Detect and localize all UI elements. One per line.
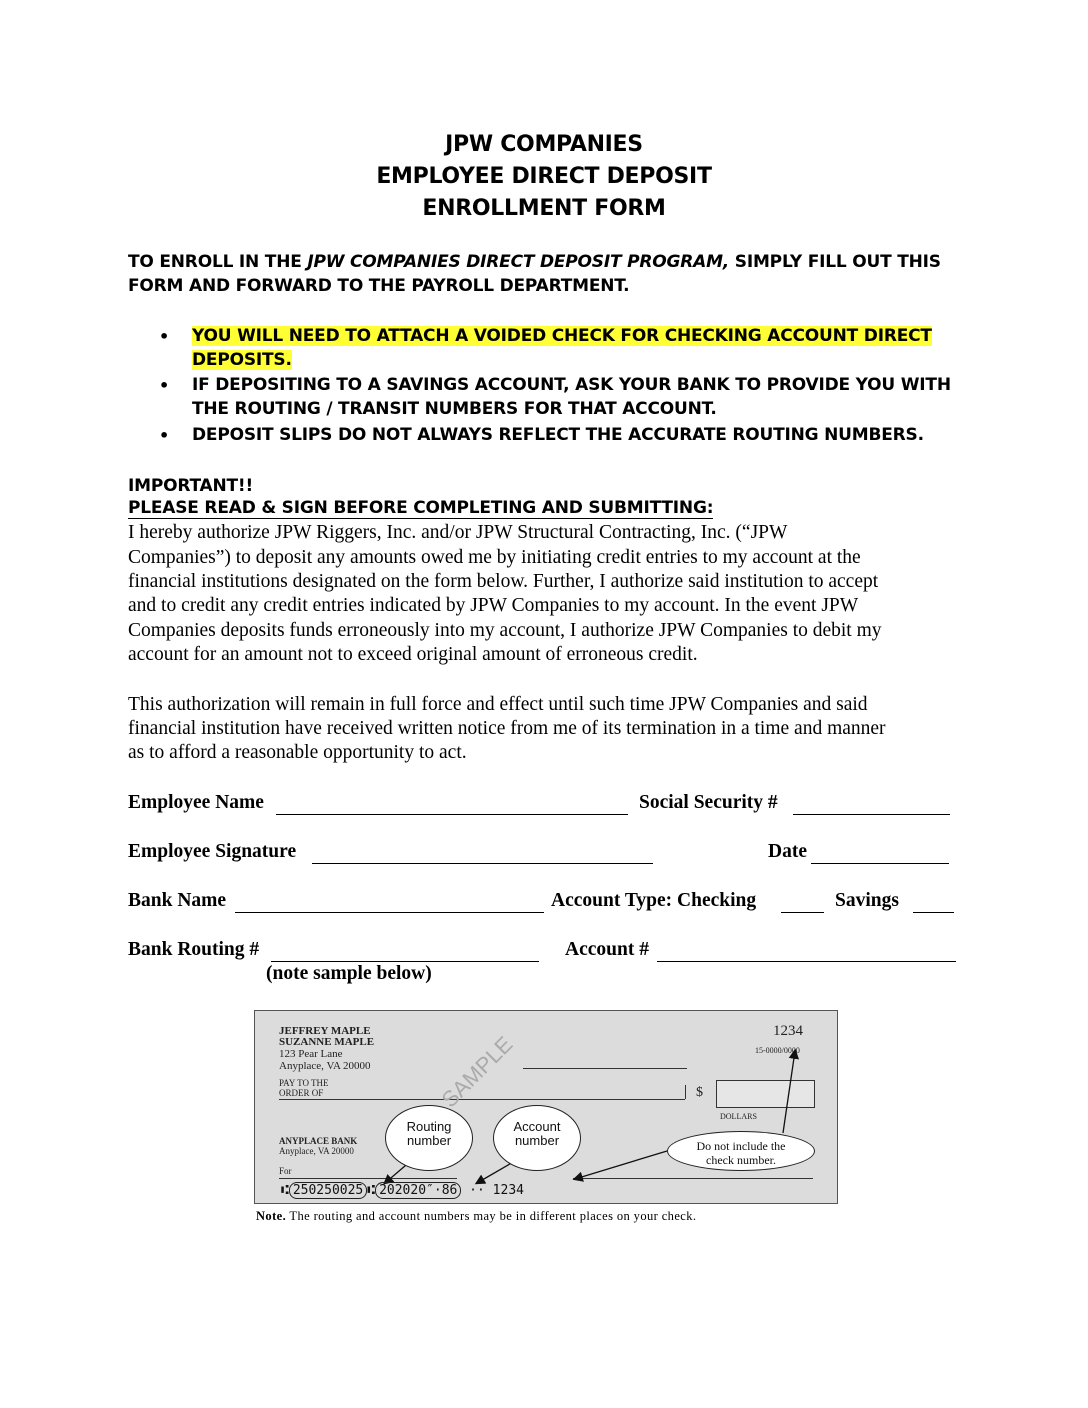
micr-routing: 250250025 xyxy=(289,1182,367,1199)
employee-name-label: Employee Name xyxy=(128,792,264,813)
micr-line xyxy=(281,1183,524,1198)
check-note xyxy=(256,1209,696,1224)
title-line-2: EMPLOYEE DIRECT DEPOSIT xyxy=(376,164,712,189)
signature-field[interactable] xyxy=(312,863,653,864)
auth-line-3: financial institutions designated on the form below. Further, I authorize said institution to accept xyxy=(128,571,879,592)
bank-name-field[interactable] xyxy=(235,912,544,913)
sample-check-image xyxy=(254,1010,838,1204)
important-subheading-text: PLEASE READ & SIGN BEFORE COMPLETING AND SUBMITTING: xyxy=(128,498,714,518)
employee-name-field[interactable] xyxy=(276,814,628,815)
micr-account: 202020″·86 xyxy=(375,1182,461,1199)
title-line-3: ENROLLMENT FORM xyxy=(422,196,666,221)
account-type-label: Account Type: Checking xyxy=(551,890,757,911)
account-number-callout: Account number xyxy=(493,1105,581,1171)
check-note-text: The routing and account numbers may be in different places on your check. xyxy=(286,1209,697,1223)
date-label: Date xyxy=(768,841,807,862)
auth2-line-1: This authorization will remain in full force and effect until such time JPW Companies and said xyxy=(128,694,868,715)
intro-line-2: FORM AND FORWARD TO THE PAYROLL DEPARTMENT. xyxy=(128,276,630,296)
note-sample-label: (note sample below) xyxy=(266,963,432,984)
bullet-1-line-1 xyxy=(192,326,932,346)
check-name-2: SUZANNE MAPLE xyxy=(279,1036,375,1048)
checking-field[interactable] xyxy=(781,912,824,913)
bullet-icon: • xyxy=(159,426,170,445)
auth-line-5: Companies deposits funds erroneously into my account, I authorize JPW Companies to debit my xyxy=(128,620,882,641)
do-not-include-callout: Do not include the check number. xyxy=(667,1131,815,1171)
account-label: Account # xyxy=(565,939,649,960)
dollars-label: DOLLARS xyxy=(720,1112,757,1121)
auth-line-1: I hereby authorize JPW Riggers, Inc. and/or JPW Structural Contracting, Inc. (“JPW xyxy=(128,522,788,543)
sample-watermark: SAMPLE xyxy=(436,1031,518,1113)
bank-address: Anyplace, VA 20000 xyxy=(279,1146,354,1156)
bullet-2-line-1: IF DEPOSITING TO A SAVINGS ACCOUNT, ASK YOUR BANK TO PROVIDE YOU WITH xyxy=(192,375,951,395)
bullet-1-text-2: DEPOSITS. xyxy=(192,350,292,370)
bank-name-label: Bank Name xyxy=(128,890,227,911)
intro-part2: SIMPLY FILL OUT THIS xyxy=(729,252,941,272)
bank-name: ANYPLACE BANK xyxy=(279,1136,358,1146)
auth-line-4: and to credit any credit entries indicated by JPW Companies to my account. In the event JPW xyxy=(128,595,859,616)
auth2-line-2: financial institution have received written notice from me of its termination in a time and manner xyxy=(128,718,886,739)
auth-line-6: account for an amount not to exceed original amount of erroneous credit. xyxy=(128,644,698,665)
routing-label: Bank Routing # xyxy=(128,939,260,960)
for-label: For xyxy=(279,1166,292,1176)
check-name-1: JEFFREY MAPLE xyxy=(279,1025,371,1037)
micr-transit-symbol: ⑆ xyxy=(281,1183,289,1198)
account-field[interactable] xyxy=(657,961,956,962)
check-note-bold: Note. xyxy=(256,1209,287,1223)
intro-line-1 xyxy=(128,252,941,272)
pay-to-label: PAY TO THE xyxy=(279,1078,329,1088)
micr-transit-symbol: ⑆ xyxy=(367,1183,376,1198)
check-fraction: 15-0000/0000 xyxy=(755,1046,800,1055)
check-address-2: Anyplace, VA 20000 xyxy=(279,1060,371,1072)
savings-field[interactable] xyxy=(913,912,954,913)
program-name: JPW COMPANIES DIRECT DEPOSIT PROGRAM, xyxy=(307,252,730,272)
ssn-label: Social Security # xyxy=(639,792,778,813)
bullet-1-line-2 xyxy=(192,350,292,370)
bullet-1-text: YOU WILL NEED TO ATTACH A VOIDED CHECK FOR CHECKING ACCOUNT DIRECT xyxy=(192,326,932,346)
bullet-icon: • xyxy=(159,376,170,395)
dollar-sign: $ xyxy=(696,1085,703,1100)
auth-line-2: Companies”) to deposit any amounts owed me by initiating credit entries to my account at the xyxy=(128,547,861,568)
bullet-icon: • xyxy=(159,327,170,346)
check-address-1: 123 Pear Lane xyxy=(279,1048,343,1060)
signature-label: Employee Signature xyxy=(128,841,297,862)
intro-part1: TO ENROLL IN THE xyxy=(128,252,308,272)
bullet-3-line-1: DEPOSIT SLIPS DO NOT ALWAYS REFLECT THE ACCURATE ROUTING NUMBERS. xyxy=(192,425,924,445)
important-heading: IMPORTANT!! xyxy=(128,476,254,496)
bullet-2-line-2: THE ROUTING / TRANSIT NUMBERS FOR THAT ACCOUNT. xyxy=(192,399,717,419)
micr-check-number: 1234 xyxy=(492,1183,524,1198)
micr-separator: ·· xyxy=(461,1183,493,1198)
date-field[interactable] xyxy=(811,863,949,864)
important-subheading xyxy=(128,498,713,518)
savings-label: Savings xyxy=(835,890,899,911)
order-of-label: ORDER OF xyxy=(279,1088,324,1098)
routing-field[interactable] xyxy=(271,961,539,962)
check-number: 1234 xyxy=(773,1023,803,1039)
auth2-line-3: as to afford a reasonable opportunity to act. xyxy=(128,742,467,763)
ssn-field[interactable] xyxy=(793,814,950,815)
title-line-1: JPW COMPANIES xyxy=(445,132,643,157)
routing-number-callout: Routing number xyxy=(385,1105,473,1171)
